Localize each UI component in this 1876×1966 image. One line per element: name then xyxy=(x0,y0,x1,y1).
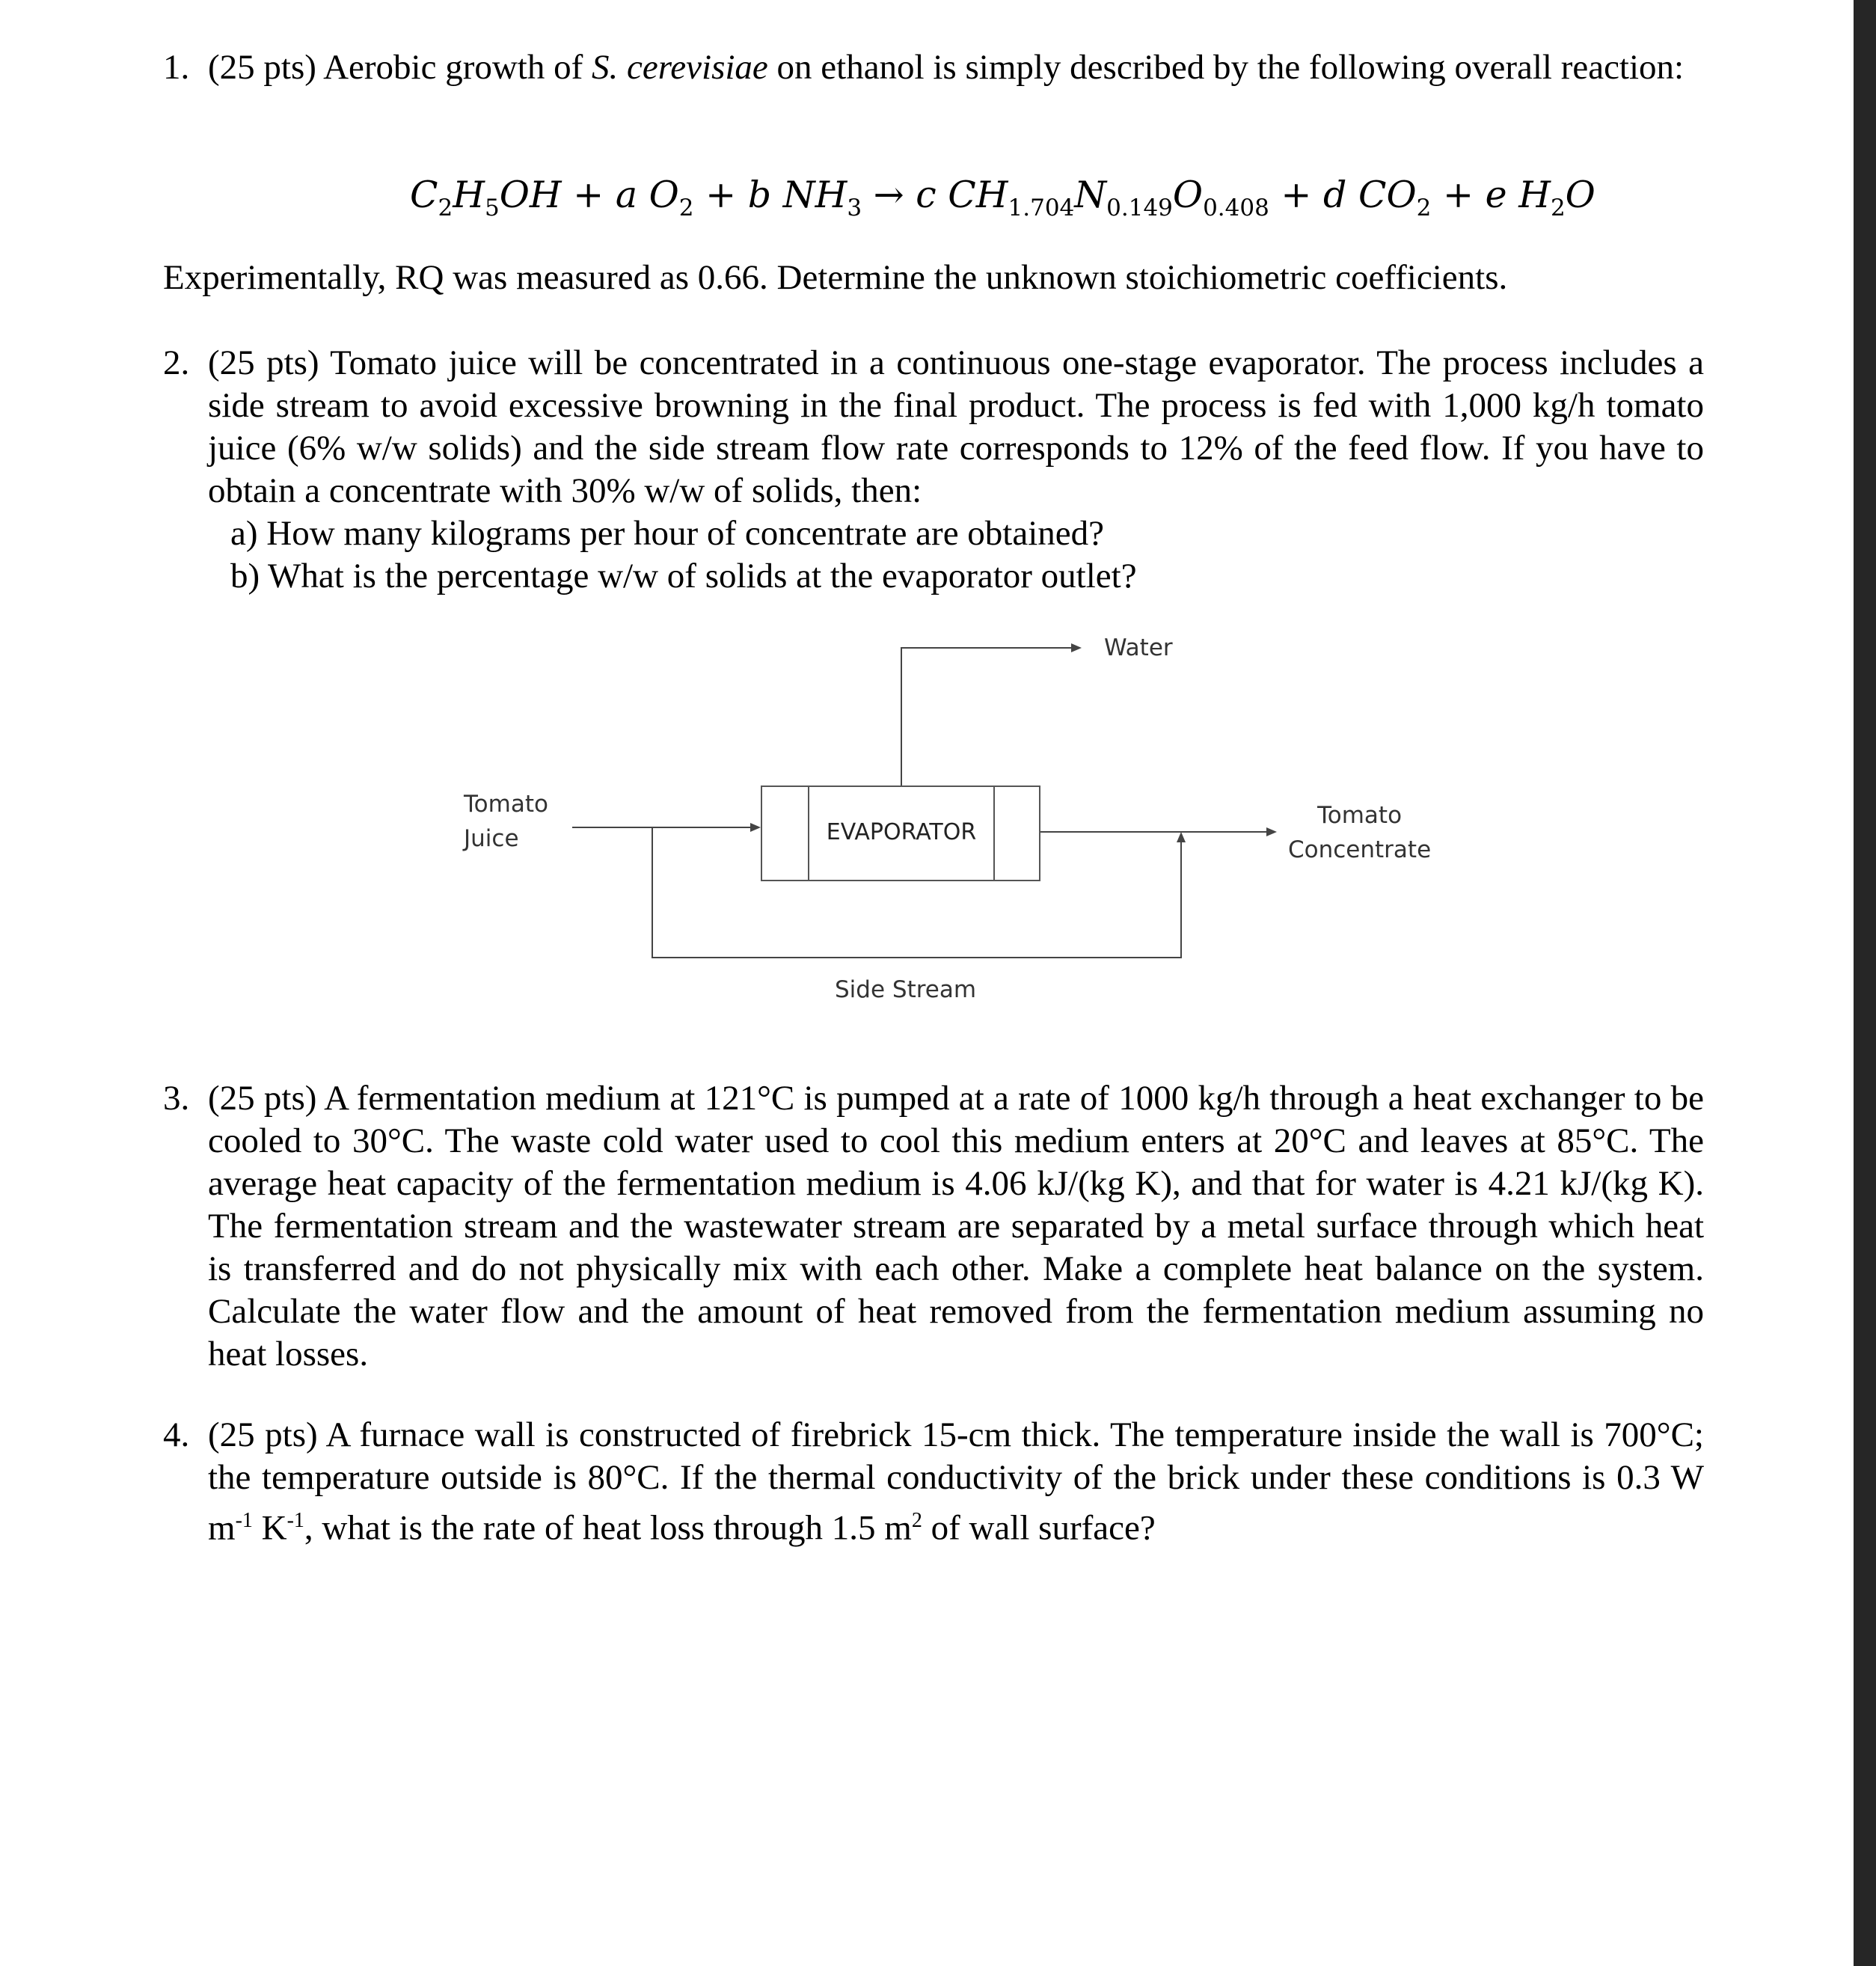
water-line-horizontal xyxy=(901,647,1071,649)
concentrate-line xyxy=(1040,831,1266,833)
reaction-equation: $C_2H_5OH + a$ $O_2 + b$ $NH_3 \to c$ $CH_{1.704}N_{0.149}O_{0.408} + d$ $CO_2 + e$ $H_2O$ xyxy=(410,174,1595,221)
side-stream-line-left xyxy=(652,827,653,958)
question-points: (25 pts) xyxy=(208,48,316,87)
window-edge xyxy=(1854,0,1876,1966)
water-arrow-icon xyxy=(1071,643,1082,652)
question-2 xyxy=(163,342,1704,512)
question-text: A furnace wall is constructed of firebrick 15-cm thick. The temperature inside the wall is 700°C; the temperature outside is 80°C. If the thermal conductivity of the brick under these conditions is 0.3 W m xyxy=(208,1415,1704,1548)
question-points: (25 pts) xyxy=(208,343,319,382)
water-label: Water xyxy=(1104,634,1173,661)
question-text: Aerobic growth of xyxy=(323,48,583,87)
feed-line xyxy=(572,827,750,828)
water-line-vertical xyxy=(901,647,902,787)
question-points: (25 pts) xyxy=(208,1079,317,1118)
question-number: 3. xyxy=(163,1079,190,1118)
question-2-part-b: b) What is the percentage w/w of solids at the evaporator outlet? xyxy=(230,557,1137,595)
question-text: Tomato juice will be concentrated in a continuous one-stage evaporator. The process includes a side stream to avoid excessive browning in the final product. The process is fed with 1,000 kg/h tomato juice (6% w/w solids) and the side stream flow rate corresponds to 12% of the feed flow. If you have to obtain a concentrate with 30% w/w of solids, then: xyxy=(208,343,1704,510)
question-2-part-a: a) How many kilograms per hour of concentrate are obtained? xyxy=(230,514,1105,553)
question-3 xyxy=(163,1077,1704,1376)
concentrate-arrow-icon xyxy=(1266,827,1277,836)
side-stream-line-bottom xyxy=(652,957,1182,958)
evaporator-label: EVAPORATOR xyxy=(826,819,977,845)
organism-name: S. cerevisiae xyxy=(592,48,768,87)
question-number: 2. xyxy=(163,343,190,382)
question-number: 1. xyxy=(163,48,190,87)
side-stream-line-right xyxy=(1180,841,1182,958)
question-1 xyxy=(163,46,1704,89)
feed-arrow-icon xyxy=(750,823,761,832)
question-number: 4. xyxy=(163,1415,190,1454)
side-stream-arrow-icon xyxy=(1177,832,1186,842)
question-1-follow-up: Experimentally, RQ was measured as 0.66. Determine the unknown stoichiometric coefficients. xyxy=(163,258,1508,297)
question-points: (25 pts) xyxy=(208,1415,318,1454)
question-text: A fermentation medium at 121°C is pumped at a rate of 1000 kg/h through a heat exchanger to be cooled to 30°C. The waste cold water used to cool this medium enters at 20°C and leaves at 85°C. The average heat capacity of the fermentation medium is 4.06 kJ/(kg K), and that for water is 4.21 kJ/(kg K). The fermentation stream and the wastewater stream are separated by a metal surface through which heat is transferred and do not physically mix with each other. Make a complete heat balance on the system. Calculate the water flow and the amount of heat removed from the fermentation medium assuming no heat losses. xyxy=(208,1079,1704,1374)
evaporator-divider-right xyxy=(993,786,995,881)
question-text: on ethanol is simply described by the following overall reaction: xyxy=(776,48,1685,87)
tomato-juice-label: Tomato Juice xyxy=(464,791,548,852)
question-4: 4. (25 pts) A furnace wall is constructed of firebrick 15-cm thick. The temperature inside the wall is 700°C; the temperature outside is 80°C. If the thermal conductivity of the brick under these conditions is 0.3 W $m^{-1}$ $K^{-1}$, what is the rate of heat loss through 1.5 $m^2$ of wall surface? xyxy=(163,1415,1704,1548)
side-stream-label: Side Stream xyxy=(835,976,977,1003)
tomato-concentrate-label: Tomato Concentrate xyxy=(1288,802,1432,863)
